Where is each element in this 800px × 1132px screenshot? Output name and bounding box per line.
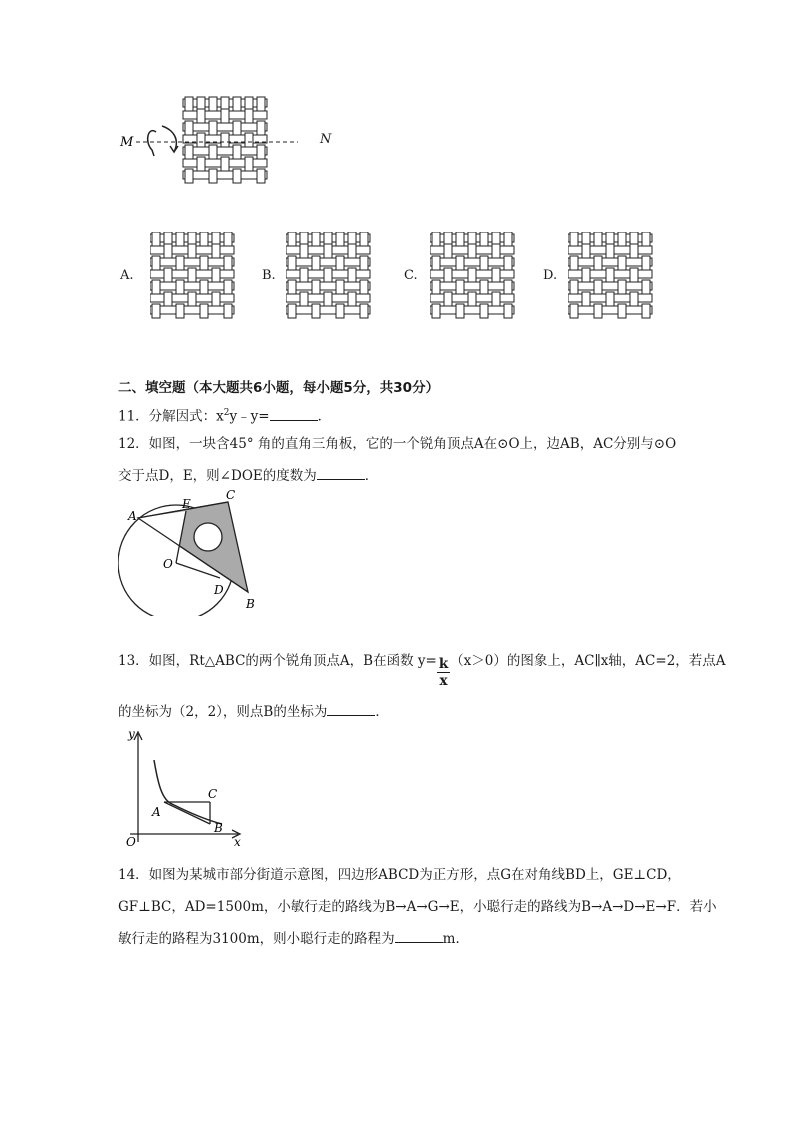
weave-strip-v — [642, 256, 650, 270]
weave-strip-h — [286, 306, 370, 314]
weave-strip-v — [348, 244, 356, 258]
weave-strip-v — [312, 304, 320, 318]
label-c: C — [226, 488, 236, 502]
weave-strip-v — [312, 256, 320, 270]
weave-strip-v — [336, 304, 344, 318]
weave-strip-v — [164, 292, 172, 306]
weave-strip-v — [185, 97, 193, 111]
weave-strip-v — [432, 280, 440, 294]
label-c: C — [208, 787, 218, 801]
weave-strip-h — [286, 282, 370, 290]
question-12-line2 — [118, 467, 378, 485]
weave-strip-v — [185, 121, 193, 135]
weave-strip-v — [348, 292, 356, 306]
weave-strip-v — [504, 232, 512, 246]
q11-sup: 2 — [223, 408, 230, 418]
weave-strip-h — [568, 306, 652, 314]
weave-strip-v — [152, 304, 160, 318]
weave-strip-v — [245, 157, 253, 171]
weave-pattern — [150, 232, 234, 318]
weave-strip-v — [642, 304, 650, 318]
weave-strip-v — [324, 244, 332, 258]
weave-strip-v — [257, 145, 265, 159]
option-b-figure — [286, 232, 382, 326]
q12-line1: 12．如图，一块含45° 角的直角三角板，它的一个锐角顶点A在⊙O上，边AB，AC分别与⊙O — [118, 436, 677, 452]
option-a-figure — [150, 232, 246, 326]
weave-strip-v — [197, 133, 205, 147]
weave-strip-v — [152, 256, 160, 270]
weave-strip-v — [570, 232, 578, 246]
weave-strip-v — [212, 292, 220, 306]
fraction-k-over-x — [437, 656, 450, 689]
weave-strip-v — [257, 121, 265, 135]
weave-strip-h — [430, 282, 514, 290]
weave-strip-v — [480, 232, 488, 246]
weave-strip-h — [430, 306, 514, 314]
weave-strip-v — [312, 232, 320, 246]
weave-strip-v — [492, 292, 500, 306]
weave-strip-v — [642, 232, 650, 246]
q14-line2: GF⊥BC，AD=1500m，小敏行走的路线为B→A→G→E，小聪行走的路线为B→A→D→E→F．若小 — [118, 899, 717, 915]
weave-strip-v — [209, 97, 217, 111]
weave-strip-h — [183, 171, 267, 179]
weave-strip-v — [432, 232, 440, 246]
weave-strip-v — [300, 268, 308, 282]
weave-strip-v — [200, 280, 208, 294]
weave-strip-v — [456, 280, 464, 294]
weave-strip-v — [630, 268, 638, 282]
weave-strip-v — [582, 268, 590, 282]
weave-strip-v — [594, 232, 602, 246]
question-14-line3 — [118, 930, 469, 948]
weave-strip-v — [233, 97, 241, 111]
weave-strip-v — [288, 304, 296, 318]
weave-strip-v — [504, 304, 512, 318]
weave-strip-v — [504, 256, 512, 270]
weave-strip-v — [245, 109, 253, 123]
weave-strip-v — [594, 304, 602, 318]
weave-strip-v — [360, 256, 368, 270]
weave-strip-v — [570, 280, 578, 294]
weave-strip-v — [618, 256, 626, 270]
q13-end: ． — [375, 704, 389, 720]
answer-blank — [395, 930, 443, 943]
question-13-line2 — [118, 703, 389, 721]
weave-strip-v — [630, 244, 638, 258]
label-d: D — [214, 583, 224, 597]
weave-strip-v — [336, 280, 344, 294]
weave-strip-v — [224, 256, 232, 270]
weave-strip-v — [360, 280, 368, 294]
q12-figure — [118, 486, 278, 620]
weave-strip-v — [444, 292, 452, 306]
weave-strip-v — [594, 256, 602, 270]
weave-strip-v — [200, 304, 208, 318]
option-a-label: A. — [120, 268, 134, 283]
q12-end: ． — [364, 468, 379, 484]
weave-strip-v — [492, 268, 500, 282]
weave-strip-v — [504, 280, 512, 294]
weave-strip-v — [630, 292, 638, 306]
label-x: x — [234, 835, 241, 849]
weave-strip-v — [176, 232, 184, 246]
weave-pattern — [568, 232, 652, 318]
q13-diagram — [118, 724, 248, 850]
weave-strip-v — [209, 145, 217, 159]
answer-blank — [317, 467, 365, 480]
weave-strip-v — [164, 268, 172, 282]
weave-strip-v — [360, 232, 368, 246]
weave-strip-v — [480, 256, 488, 270]
option-c-figure — [430, 232, 526, 326]
option-d-figure — [568, 232, 664, 326]
weave-strip-v — [456, 304, 464, 318]
label-y: y — [128, 727, 135, 741]
weave-strip-v — [288, 256, 296, 270]
weave-strip-v — [209, 121, 217, 135]
label-b: B — [246, 597, 255, 611]
weave-strip-h — [568, 282, 652, 290]
weave-strip-v — [233, 169, 241, 183]
q14-end: m． — [442, 931, 469, 947]
weave-strip-v — [233, 121, 241, 135]
weave-strip-v — [221, 133, 229, 147]
weave-pattern — [430, 232, 514, 318]
weave-strip-v — [468, 292, 476, 306]
question-13-line1 — [118, 645, 726, 689]
weave-strip-v — [176, 256, 184, 270]
weave-strip-v — [444, 268, 452, 282]
weave-strip-v — [257, 169, 265, 183]
option-c-label: C. — [404, 268, 418, 283]
weave-strip-v — [312, 280, 320, 294]
weave-strip-v — [224, 232, 232, 246]
weave-strip-v — [288, 232, 296, 246]
weave-strip-v — [582, 292, 590, 306]
weave-strip-v — [288, 280, 296, 294]
label-a: A — [128, 509, 137, 523]
q11-prefix: 11．分解因式：x — [118, 408, 224, 425]
weave-strip-h — [150, 306, 234, 314]
weave-strip-v — [456, 232, 464, 246]
weave-strip-v — [618, 232, 626, 246]
weave-original-svg — [118, 92, 298, 188]
weave-strip-v — [152, 232, 160, 246]
weave-strip-v — [618, 304, 626, 318]
weave-strip-v — [606, 268, 614, 282]
weave-strip-h — [150, 282, 234, 290]
weave-strip-v — [188, 292, 196, 306]
section-heading: 二、填空题（本大题共6小题，每小题5分，共30分） — [118, 380, 440, 396]
frac-num: k — [438, 656, 449, 672]
weave-strip-v — [233, 145, 241, 159]
weave-strip-v — [176, 304, 184, 318]
weave-strip-v — [606, 244, 614, 258]
weave-original-figure — [118, 92, 332, 188]
weave-strip-v — [197, 109, 205, 123]
weave-strip-v — [582, 244, 590, 258]
weave-strip-v — [432, 304, 440, 318]
weave-strip-v — [336, 232, 344, 246]
weave-strip-v — [324, 268, 332, 282]
weave-strip-h — [286, 258, 370, 266]
weave-strip-h — [183, 123, 267, 131]
label-o: O — [163, 557, 173, 571]
weave-strip-v — [188, 244, 196, 258]
weave-strip-v — [224, 280, 232, 294]
weave-strip-v — [300, 292, 308, 306]
q13-figure — [118, 724, 248, 854]
option-b-label: B. — [262, 268, 276, 283]
weave-strip-v — [570, 256, 578, 270]
weave-strip-v — [197, 157, 205, 171]
weave-strip-v — [176, 280, 184, 294]
q14-line1: 14．如图为某城市部分街道示意图，四边形ABCD为正方形，点G在对角线BD上，GE⊥CD， — [118, 867, 681, 883]
weave-strip-h — [568, 258, 652, 266]
q13-line1-b: （x＞0）的图象上，AC∥x轴，AC=2，若点A — [450, 653, 726, 669]
weave-strip-v — [642, 280, 650, 294]
label-o: O — [126, 835, 136, 849]
label-n: N — [320, 132, 332, 147]
frac-den: x — [439, 673, 448, 689]
weave-strip-v — [348, 268, 356, 282]
weave-strip-v — [618, 280, 626, 294]
weave-strip-v — [185, 145, 193, 159]
option-d-label: D. — [543, 268, 558, 283]
label-b: B — [214, 821, 223, 835]
weave-strip-v — [606, 292, 614, 306]
question-11 — [118, 404, 331, 426]
q12-diagram — [118, 486, 278, 616]
weave-pattern — [183, 97, 267, 183]
answer-blank — [270, 408, 318, 421]
weave-strip-v — [324, 292, 332, 306]
weave-strip-v — [212, 268, 220, 282]
weave-strip-v — [336, 256, 344, 270]
weave-strip-v — [480, 304, 488, 318]
label-m: M — [120, 135, 134, 150]
weave-pattern — [286, 232, 370, 318]
q11-end: ． — [317, 408, 332, 425]
weave-strip-v — [456, 256, 464, 270]
weave-strip-v — [492, 244, 500, 258]
weave-strip-v — [209, 169, 217, 183]
weave-strip-h — [183, 147, 267, 155]
q11-suffix: y﹣y= — [229, 408, 270, 425]
label-a: A — [152, 805, 161, 819]
weave-strip-v — [245, 133, 253, 147]
weave-strip-v — [432, 256, 440, 270]
q12-line2: 交于点D，E，则∠DOE的度数为 — [118, 468, 317, 484]
weave-strip-v — [200, 256, 208, 270]
weave-strip-v — [200, 232, 208, 246]
weave-strip-v — [164, 244, 172, 258]
q13-line1-a: 13．如图，Rt△ABC的两个锐角顶点A，B在函数 y= — [118, 653, 437, 669]
weave-strip-v — [221, 109, 229, 123]
weave-strip-v — [570, 304, 578, 318]
weave-strip-v — [185, 169, 193, 183]
q14-line3: 敏行走的路程为3100m，则小聪行走的路程为 — [118, 931, 395, 947]
weave-strip-v — [224, 304, 232, 318]
answer-blank — [327, 703, 375, 716]
weave-strip-v — [360, 304, 368, 318]
weave-strip-v — [300, 244, 308, 258]
weave-strip-h — [150, 258, 234, 266]
weave-strip-v — [212, 244, 220, 258]
weave-strip-h — [430, 258, 514, 266]
weave-strip-v — [468, 268, 476, 282]
weave-strip-v — [444, 244, 452, 258]
weave-strip-v — [257, 97, 265, 111]
q13-line2: 的坐标为（2，2），则点B的坐标为 — [118, 704, 328, 720]
weave-strip-v — [468, 244, 476, 258]
weave-strip-v — [221, 157, 229, 171]
weave-strip-v — [480, 280, 488, 294]
weave-strip-v — [188, 268, 196, 282]
weave-strip-v — [152, 280, 160, 294]
weave-strip-v — [594, 280, 602, 294]
label-e: E — [182, 497, 191, 511]
